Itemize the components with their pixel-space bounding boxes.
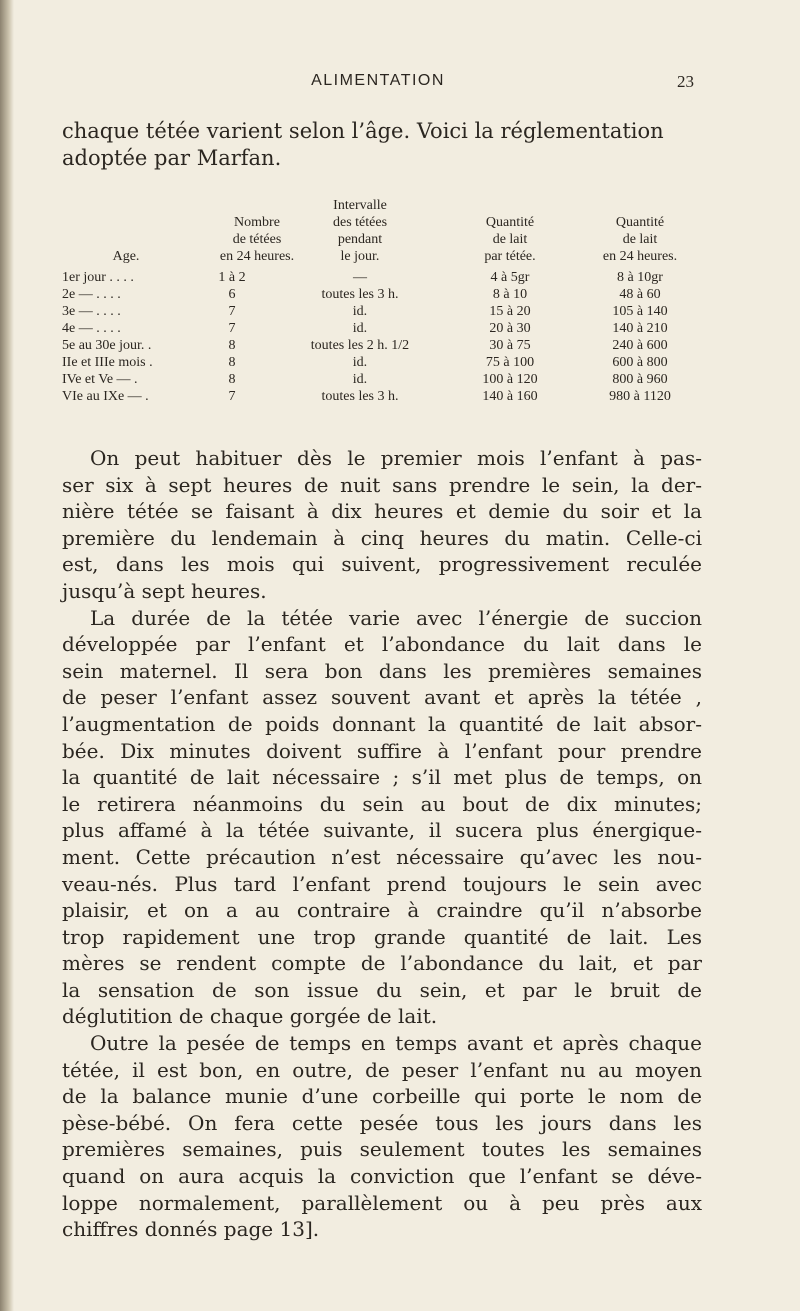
cell-age: 4e — . . . . [62, 321, 121, 336]
cell-age: 5e au 30e jour. . [62, 338, 152, 353]
header-age: Age. [112, 249, 140, 264]
page-number: 23 [677, 72, 694, 91]
text-line: On peut habituer dès le premier mois l’enfant à pas- [90, 446, 702, 470]
text-line: jusqu’à sept heures. [62, 578, 267, 603]
table-row [62, 354, 702, 371]
text-line: première du lendemain à cinq heures du matin. Celle-ci [62, 525, 702, 550]
table-header [62, 195, 702, 265]
cell-nombre: 8 [228, 355, 236, 370]
cell-age: VIe au IXe — . [62, 389, 149, 404]
text-line: quand on aura acquis la conviction que l’enfant se déve- [62, 1164, 702, 1189]
text-line: adoptée par Marfan. [62, 146, 282, 170]
text-line: Outre la pesée de temps en temps avant et après chaque [90, 1031, 702, 1056]
text-line: développée par l’enfant et l’abondance du lait dans le [62, 632, 702, 657]
cell-quantite-24h: 600 à 800 [612, 355, 668, 370]
cell-quantite-24h: 105 à 140 [612, 304, 668, 319]
cell-intervalle: id. [352, 372, 368, 387]
text-line: veau-nés. Plus tard l’enfant prend toujours le sein avec [62, 871, 702, 896]
cell-intervalle: id. [352, 304, 368, 319]
text-line: chiffres donnés page 13]. [62, 1217, 320, 1242]
cell-nombre: 8 [228, 338, 236, 353]
table-row [62, 371, 702, 388]
cell-nombre: 7 [228, 304, 236, 319]
cell-intervalle: toutes les 3 h. [321, 389, 399, 404]
cell-quantite-24h: 240 à 600 [612, 338, 668, 353]
cell-quantite-24h: 8 à 10gr [617, 270, 663, 285]
body-text [62, 445, 702, 1243]
text-line: est, dans les mois qui suivent, progressivement reculée [62, 552, 702, 577]
text-line: la quantité de lait nécessaire ; s’il met plus de temps, on [62, 765, 702, 790]
table-row [62, 303, 702, 320]
text-line: la sensation de son issue du sein, et par le bruit de [62, 977, 702, 1002]
cell-quantite-tetee: 20 à 30 [489, 321, 531, 336]
text-line: le retirera néanmoins du sein au bout de dix minutes; [62, 791, 702, 816]
cell-quantite-24h: 800 à 960 [612, 372, 668, 387]
cell-nombre: 7 [228, 321, 236, 336]
text-line: nière tétée se faisant à dix heures et demie du soir et la [62, 499, 702, 524]
cell-intervalle: toutes les 2 h. 1/2 [310, 338, 410, 353]
intro-paragraph [62, 118, 702, 172]
text-line: l’augmentation de poids donnant la quantité de lait absor- [62, 711, 702, 736]
cell-intervalle: id. [352, 355, 368, 370]
cell-quantite-tetee: 140 à 160 [482, 389, 538, 404]
text-line: sein maternel. Il sera bon dans les premières semaines [62, 658, 702, 683]
cell-age: IVe et Ve — . [62, 372, 138, 387]
table-row [62, 337, 702, 354]
text-line: chaque tétée varient selon l’âge. Voici la réglementation [62, 119, 664, 143]
paragraph [62, 605, 702, 1031]
text-line: de peser l’enfant assez souvent avant et après la tétée , [62, 685, 702, 710]
text-line: premières semaines, puis seulement toutes les semaines [62, 1137, 702, 1162]
text-line: trop rapidement une trop grande quantité de lait. Les [62, 924, 702, 949]
paragraph [62, 1030, 702, 1243]
cell-nombre: 1 à 2 [218, 270, 246, 285]
running-head [62, 72, 694, 96]
cell-quantite-tetee: 75 à 100 [485, 355, 535, 370]
text-line: plaisir, et on a au contraire à craindre qu’il n’absorbe [62, 898, 702, 923]
page-binding-edge [0, 0, 14, 1311]
cell-age: 2e — . . . . [62, 287, 121, 302]
cell-quantite-tetee: 100 à 120 [482, 372, 538, 387]
text-line: pèse-bébé. On fera cette pesée tous les jours dans les [62, 1110, 702, 1135]
cell-nombre: 7 [228, 389, 236, 404]
text-line: loppe normalement, parallèlement ou à peu près aux [62, 1190, 702, 1215]
text-line: bée. Dix minutes doivent suffire à l’enfant pour prendre [62, 738, 702, 763]
cell-quantite-24h: 980 à 1120 [609, 389, 671, 404]
text-line: de la balance munie d’une corbeille qui porte le nom de [62, 1084, 702, 1109]
table-body [62, 269, 702, 405]
text-line: plus affamé à la tétée suivante, il sucera plus énergique- [62, 818, 702, 843]
cell-quantite-tetee: 8 à 10 [492, 287, 528, 302]
cell-quantite-24h: 140 à 210 [612, 321, 668, 336]
cell-quantite-tetee: 15 à 20 [489, 304, 531, 319]
feeding-schedule-table [62, 195, 702, 405]
paragraph [62, 445, 702, 605]
cell-nombre: 6 [228, 287, 236, 302]
table-row [62, 286, 702, 303]
cell-age: IIe et IIIe mois . [62, 355, 153, 370]
cell-quantite-tetee: 30 à 75 [489, 338, 531, 353]
text-line: mères se rendent compte de l’abondance du lait, et par [62, 951, 702, 976]
text-line: déglutition de chaque gorgée de lait. [62, 1004, 438, 1029]
text-line: tétée, il est bon, en outre, de peser l’enfant nu au moyen [62, 1057, 702, 1082]
table-row [62, 388, 702, 405]
header-quantite-par-tetee: Quantité de lait par tétée. [484, 215, 536, 264]
chapter-title: ALIMENTATION [311, 72, 445, 89]
cell-nombre: 8 [228, 372, 236, 387]
cell-age: 3e — . . . . [62, 304, 121, 319]
cell-intervalle: — [353, 270, 367, 285]
cell-quantite-24h: 48 à 60 [619, 287, 661, 302]
cell-age: 1er jour . . . . [62, 270, 134, 285]
cell-intervalle: toutes les 3 h. [321, 287, 399, 302]
header-nombre: Nombre de tétées en 24 heures. [219, 215, 295, 264]
text-line: ser six à sept heures de nuit sans prendre le sein, la der- [62, 472, 702, 497]
table-row [62, 269, 702, 286]
header-quantite-24h: Quantité de lait en 24 heures. [602, 215, 678, 264]
header-intervalle: Intervalle des tétées pendant le jour. [332, 198, 388, 264]
text-line: ment. Cette précaution n’est nécessaire qu’avec les nou- [62, 844, 702, 869]
cell-quantite-tetee: 4 à 5gr [490, 270, 530, 285]
text-line: La durée de la tétée varie avec l’énergie de succion [90, 605, 702, 630]
cell-intervalle: id. [352, 321, 368, 336]
table-row [62, 320, 702, 337]
